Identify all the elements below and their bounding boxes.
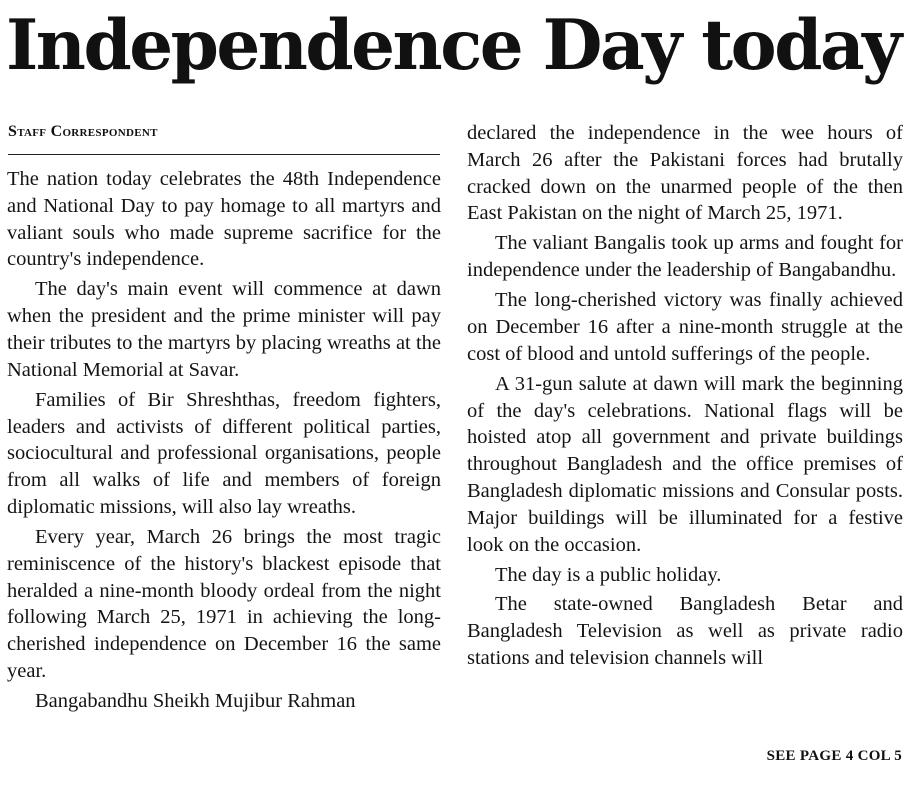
paragraph: The day's main event will commence at dawn when the president and the prime minister will pay their tributes to the martyrs by placing wreaths at the National Memorial at Savar.: [7, 278, 441, 381]
paragraph: Every year, March 26 brings the most tragic reminiscence of the history's blackest episode that heralded a nine-month bloody ordeal from the night following March 25, 1971 in achieving the long-cherished independence on December 16 the same year.: [7, 525, 441, 682]
paragraph: declared the independence in the wee hours of March 26 after the Pakistani forces had brutally cracked down on the unarmed people of the then East Pakistan on the night of March 25, 1971.: [467, 122, 903, 225]
continued-on-page-line: SEE PAGE 4 COL 5: [766, 748, 902, 764]
paragraph: The nation today celebrates the 48th Independence and National Day to pay homage to all martyrs and valiant souls who made supreme sacrifice for the country's independence.: [7, 168, 441, 271]
byline: Staff Correspondent: [8, 123, 158, 140]
paragraph: The state-owned Bangladesh Betar and Bangladesh Television as well as private radio stations and television channels will: [467, 593, 903, 670]
paragraph: Bangabandhu Sheikh Mujibur Rahman: [35, 689, 356, 712]
paragraph: The long-cherished victory was finally achieved on December 16 after a nine-month struggle at the cost of blood and untold sufferings of the people.: [467, 289, 903, 365]
byline-rule: [8, 154, 440, 155]
paragraph: The day is a public holiday.: [495, 563, 722, 586]
paragraph: The valiant Bangalis took up arms and fought for independence under the leadership of Bangabandhu.: [467, 232, 903, 282]
column-right: [467, 120, 903, 675]
column-left: [7, 166, 441, 718]
headline: Independence Day today: [6, 5, 900, 86]
paragraph: A 31-gun salute at dawn will mark the beginning of the day's celebrations. National flags will be hoisted atop all government and private buildings throughout Bangladesh and the office premises of Bangladesh diplomatic missions and Consular posts. Major buildings will be illuminated for a festive look on the occasion.: [467, 372, 903, 556]
paragraph: Families of Bir Shreshthas, freedom fighters, leaders and activists of different political parties, sociocultural and professional organisations, people from all walks of life and members of foreign diplomatic missions, will also lay wreaths.: [7, 388, 441, 518]
